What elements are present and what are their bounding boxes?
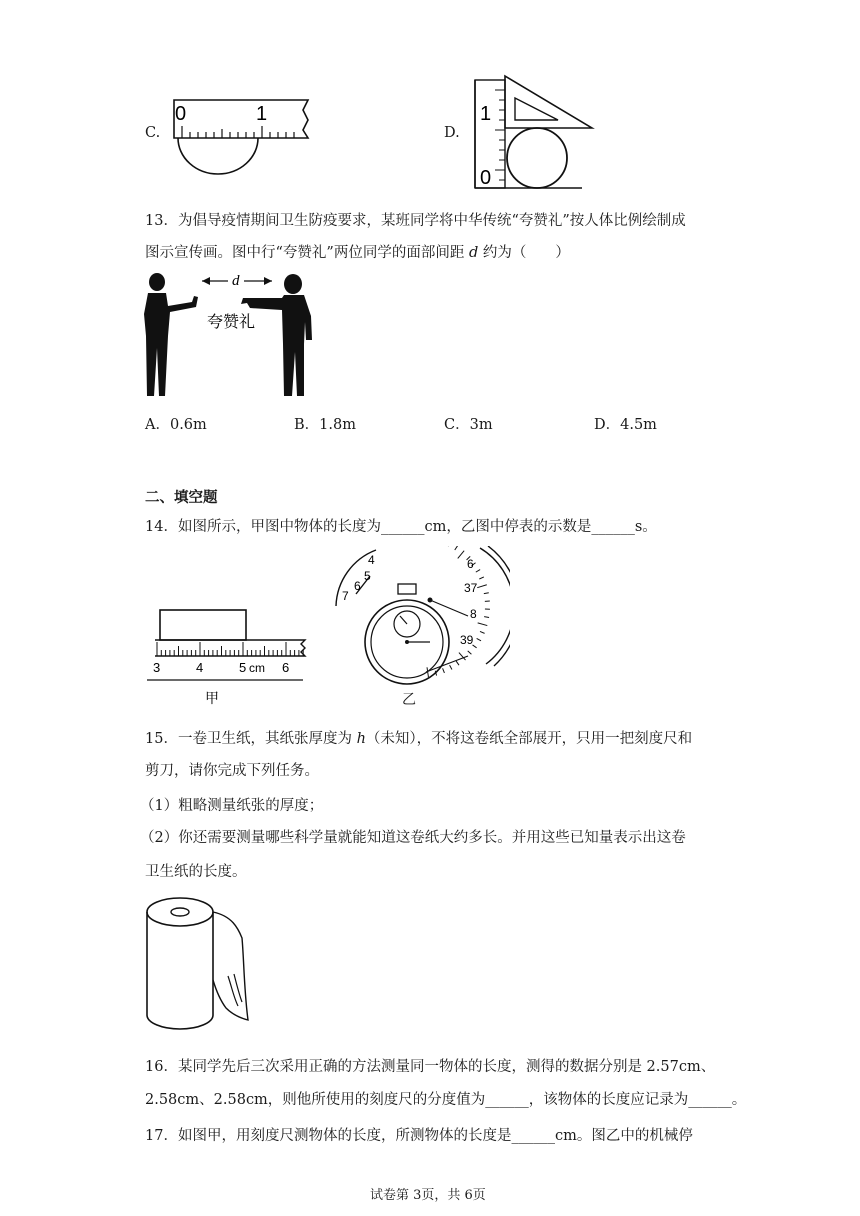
small-dial-7: 7 [342,589,349,603]
page-footer: 试卷第 3页，共 6页 [370,1188,486,1203]
q16-line1: 16．某同学先后三次采用正确的方法测量同一物体的长度，测得的数据分别是 2.57cm、 [145,1059,716,1075]
big-dial-39: 39 [460,633,474,647]
dial-tick [468,651,472,654]
dial-tick [450,665,452,669]
q13-option-a: A．0.6m [145,417,207,433]
dial-tick [478,623,488,626]
ruler-semicircle-figure [168,96,316,178]
option-d-label: D. [444,125,460,141]
q14-text: 14．如图所示，甲图中物体的长度为______cm，乙图中停表的示数是______s。 [145,519,657,535]
yi-caption: 乙 [402,692,416,708]
q13-option-c: C．3m [444,417,493,433]
q15-line2: 剪刀，请你完成下列任务。 [145,763,319,779]
dial-tick [477,585,487,588]
q13-option-b: B．1.8m [294,417,356,433]
q15-line1: 15．一卷卫生纸，其纸张厚度为 h（未知），不将这卷纸全部展开，只用一把刻度尺和 [145,731,693,747]
dial-tick [443,668,445,673]
ruler-d-zero: 0 [480,167,492,189]
small-dial-5: 5 [364,569,371,583]
dial-tick [484,593,489,594]
option-c-label: C. [145,125,161,141]
dial-tick [479,577,484,579]
triangle-ruler-circle-figure [470,70,600,194]
jia-caption: 甲 [205,691,219,707]
jia-tick-4: 4 [196,660,204,675]
dial-tick [456,661,459,665]
praise-caption: 夸赞礼 [207,312,256,331]
jia-tick-5: 5 [239,660,247,675]
q15-item2-line1: （2）你还需要测量哪些科学量就能知道这卷纸大约多长。并用这些已知量表示出这卷 [140,830,686,846]
dial-tick [484,617,489,618]
ruler-c-zero: 0 [175,103,187,125]
small-dial-6: 6 [354,579,361,593]
dial-tick [455,546,458,550]
distance-d-label: d [232,273,240,289]
q13-option-d: D．4.5m [594,417,657,433]
q13-line1: 13．为倡导疫情期间卫生防疫要求，某班同学将中华传统“夸赞礼”按人体比例绘制成 [145,213,686,229]
dial-tick [477,638,481,640]
jia-tick-6: 6 [282,660,290,675]
big-dial-8: 8 [470,607,477,621]
dial-tick [476,570,480,573]
section-title: 二、填空题 [145,490,218,506]
dial-tick [480,631,485,633]
small-dial-4: 4 [368,553,375,567]
q15-item1: （1）粗略测量纸张的厚度； [140,798,324,814]
figure-yi-stopwatch [330,546,510,686]
toilet-paper-roll-figure [140,890,260,1040]
praise-gesture-figure [140,266,322,402]
ruler-d-one: 1 [480,103,492,125]
q13-line2: 图示宣传画。图中行“夸赞礼”两位同学的面部间距 d 约为（ ） [145,245,570,261]
figure-jia-ruler [145,600,310,710]
dial-tick [458,551,464,559]
jia-tick-3: 3 [153,660,161,675]
ruler-c-one: 1 [256,103,268,125]
jia-unit: cm [249,661,265,675]
q16-line2: 2.58cm、2.58cm，则他所使用的刻度尺的分度值为______，该物体的长度应记录为______。 [145,1092,747,1108]
q15-item2-line2: 卫生纸的长度。 [145,864,247,880]
q17-line1: 17．如图甲，用刻度尺测物体的长度，所测物体的长度是______cm。图乙中的机械停 [145,1128,693,1144]
big-dial-37: 37 [464,581,478,595]
big-dial-6: 6 [467,557,474,571]
